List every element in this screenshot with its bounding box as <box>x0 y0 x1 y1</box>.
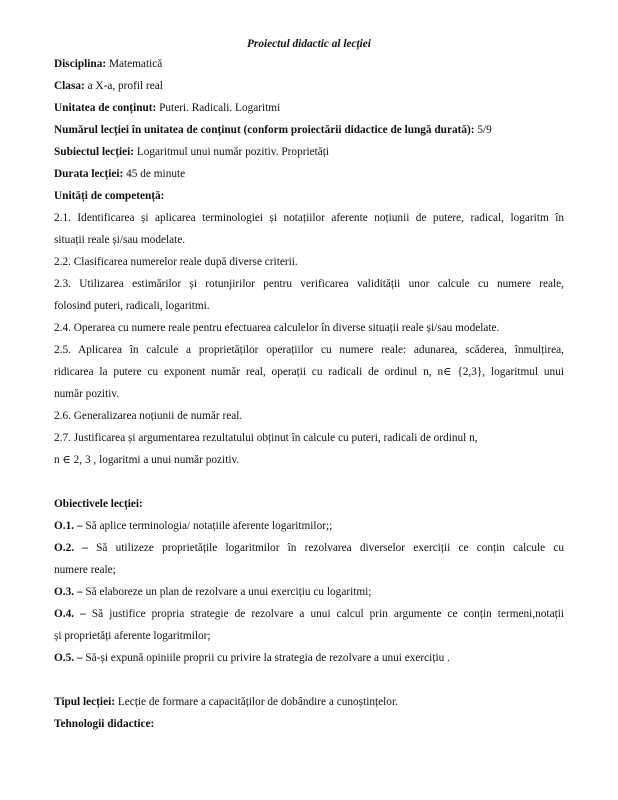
clasa-line <box>54 75 564 97</box>
subiectul-label: Subiectul lecției: <box>54 146 135 158</box>
tipul-label: Tipul lecției: <box>54 696 115 708</box>
competente-line: folosind puteri, radicali, logaritmi. <box>54 300 210 312</box>
objective-code: O.3. – <box>54 586 83 598</box>
objective-code: O.2. – <box>54 542 88 554</box>
disciplina-line <box>54 53 564 75</box>
competente-line: 2.4. Operarea cu numere reale pentru efectuarea calculelor în diverse situații reale și/sau modelate. <box>54 322 500 334</box>
tipul-line <box>54 691 564 713</box>
unitatea-label: Unitatea de conținut: <box>54 102 157 114</box>
disciplina-label: Disciplina: <box>54 58 107 70</box>
tehnologii-heading: Tehnologii didactice: <box>54 718 155 730</box>
objective-o3 <box>54 581 564 603</box>
competente-line: situații reale și/sau modelate. <box>54 234 186 246</box>
page-title: Proiectul didactic al lecției <box>247 38 371 50</box>
numarul-line <box>54 119 564 141</box>
objective-o2-continuation: numere reale; <box>54 564 116 576</box>
clasa-value: a X-a, profil real <box>87 80 163 92</box>
subiectul-line <box>54 141 564 163</box>
unitatea-value: Puteri. Radicali. Logaritmi <box>159 102 281 114</box>
numarul-value: 5/9 <box>477 124 492 136</box>
competente-line: 2.1. Identificarea și aplicarea terminologiei și notațiilor aferente noțiunii de putere, radical, logaritm în <box>54 212 564 224</box>
objective-o4-continuation: și proprietăți aferente logaritmilor; <box>54 630 211 642</box>
objective-o4 <box>54 603 564 625</box>
objective-text: Să justifice propria strategie de rezolvare a unui calcul prin argumente ce conțin termeni,notații <box>85 608 565 620</box>
competente-line: ridicarea la putere cu exponent număr real, operații cu radicali de ordinul n, n∈ {2,3}, logaritmul unui <box>54 366 564 378</box>
objective-code: O.1. – <box>54 520 83 532</box>
durata-label: Durata lecției: <box>54 168 124 180</box>
objective-o1 <box>54 515 564 537</box>
competente-line: 2.3. Utilizarea estimărilor și rotunjirilor pentru verificarea validității unor calcule cu numere reale, <box>54 278 564 290</box>
disciplina-value: Matematică <box>108 58 163 70</box>
objective-text: Să utilizeze proprietățile logaritmilor în rezolvarea diverselor exerciții ce conțin calcule cu <box>87 542 564 554</box>
durata-value: 45 de minute <box>126 168 186 180</box>
competente-line: n ∈ 2, 3 , logaritmi a unui număr pozitiv. <box>54 454 240 466</box>
clasa-label: Clasa: <box>54 80 85 92</box>
subiectul-value: Logaritmul unui număr pozitiv. Proprietăți <box>136 146 330 158</box>
objective-code: O.4. – <box>54 608 86 620</box>
unitatea-line <box>54 97 564 119</box>
objective-o2 <box>54 537 564 559</box>
competente-line: 2.2. Clasificarea numerelor reale după diverse criterii. <box>54 256 298 268</box>
objective-text: Să-și expună opiniile proprii cu privire la strategia de rezolvare a unui exercițiu . <box>82 652 450 664</box>
competente-line: număr pozitiv. <box>54 388 120 400</box>
competente-heading: Unități de competență: <box>54 190 165 202</box>
competente-line: 2.5. Aplicarea în calcule a proprietăților operațiilor cu numere reale: adunarea, scăderea, înmulțirea, <box>54 344 564 356</box>
objective-text: Să aplice terminologia/ notațiile aferente logaritmilor;; <box>82 520 333 532</box>
objective-code: O.5. – <box>54 652 83 664</box>
objective-text: Să elaboreze un plan de rezolvare a unui exercițiu cu logaritmi; <box>82 586 372 598</box>
tipul-value: Lecție de formare a capacităților de dobândire a cunoștințelor. <box>117 696 398 708</box>
numarul-label: Numărul lecției în unitatea de conținut (conform proiectării didactice de lungă durată): <box>54 124 475 136</box>
obiective-heading: Obiectivele lecției: <box>54 498 143 510</box>
competente-line: 2.6. Generalizarea noțiunii de număr real. <box>54 410 243 422</box>
durata-line <box>54 163 564 185</box>
competente-line: 2.7. Justificarea și argumentarea rezultatului obținut în calcule cu puteri, radicali de ordinul n, <box>54 432 478 444</box>
objective-o5 <box>54 647 564 669</box>
